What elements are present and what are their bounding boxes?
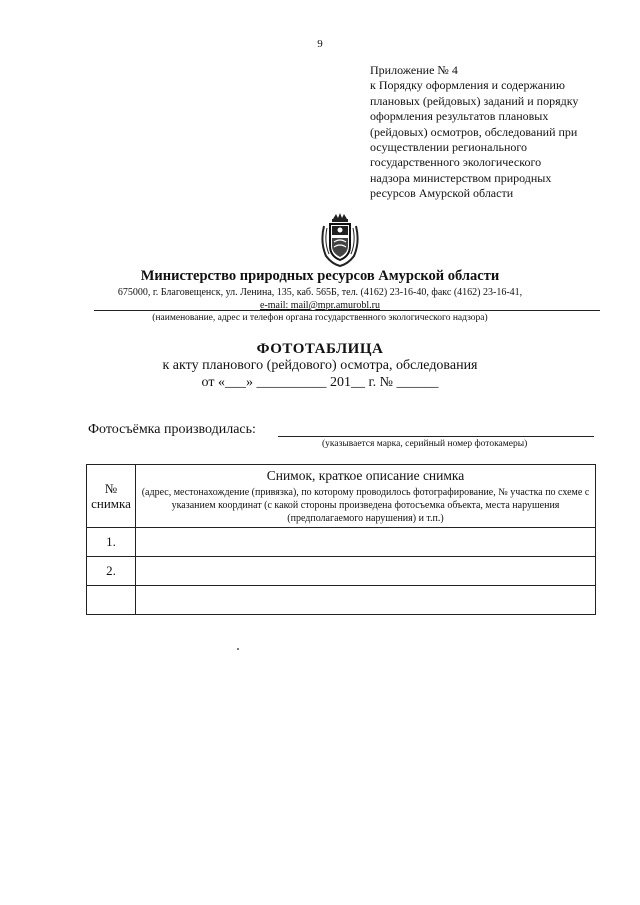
appendix-line: оформления результатов плановых (370, 109, 549, 124)
table-header-desc-row (87, 484, 596, 528)
row-number: 2. (87, 557, 136, 586)
scan-speck (237, 648, 239, 650)
appendix-line: осуществлении регионального (370, 140, 528, 155)
appendix-line: (рейдовых) осмотров, обследований при (370, 124, 578, 139)
coat-of-arms-emblem-icon (318, 212, 362, 268)
document-date-number: от «___» __________ 201__ г. № ______ (201, 375, 439, 390)
header-number-symbol: № (104, 481, 118, 496)
appendix-note (370, 63, 610, 202)
address-divider (94, 310, 600, 311)
table-row (87, 528, 596, 557)
row-description-cell[interactable] (136, 557, 596, 586)
table-row (87, 586, 596, 615)
email-line: e-mail: mail@mpr.amurobl.ru (259, 300, 380, 311)
document-title: ФОТОТАБЛИЦА (256, 341, 384, 357)
row-number (87, 586, 136, 615)
row-number: 1. (87, 528, 136, 557)
header-main-title: Снимок, краткое описание снимка (266, 468, 465, 483)
address-line: 675000, г. Благовещенск, ул. Ленина, 135, каб. 565Б, тел. (4162) 23-16-40, факс (4162) 23-16-41, (117, 287, 523, 298)
header-description: (адрес, местонахождение (привязка), по которому проводилось фотографирование, № участка по схеме с указанием координат (с какой стороны произведена фотосъемка объекта, места нарушения (предполагаемого нарушения) и т.п.) (136, 484, 596, 528)
photo-camera-label: Фотосъёмка производилась: (88, 422, 256, 437)
header-main-cell (136, 465, 596, 485)
table-row (87, 557, 596, 586)
appendix-line: надзора министерством природных (370, 170, 552, 185)
row-description-cell[interactable] (136, 586, 596, 615)
photo-camera-caption: (указывается марка, серийный номер фотокамеры) (322, 439, 528, 449)
ministry-address (0, 286, 640, 312)
appendix-line: ресурсов Амурской области (370, 186, 514, 201)
page-number: 9 (317, 38, 323, 50)
photo-table (86, 464, 596, 615)
appendix-line: к Порядку оформления и содержанию (370, 78, 565, 93)
appendix-line: государственного экологического (370, 155, 542, 170)
appendix-line: Приложение № 4 (370, 63, 458, 77)
photo-camera-blank (278, 436, 594, 437)
document-subtitle: к акту планового (рейдового) осмотра, обследования (162, 358, 478, 373)
address-caption: (наименование, адрес и телефон органа государственного экологического надзора) (152, 313, 488, 323)
header-number-cell (87, 465, 136, 528)
row-description-cell[interactable] (136, 528, 596, 557)
appendix-line: плановых (рейдовых) заданий и порядку (370, 93, 579, 108)
ministry-title: Министерство природных ресурсов Амурской области (140, 268, 500, 284)
table-header-row (87, 465, 596, 485)
header-number-label: снимка (91, 496, 131, 511)
